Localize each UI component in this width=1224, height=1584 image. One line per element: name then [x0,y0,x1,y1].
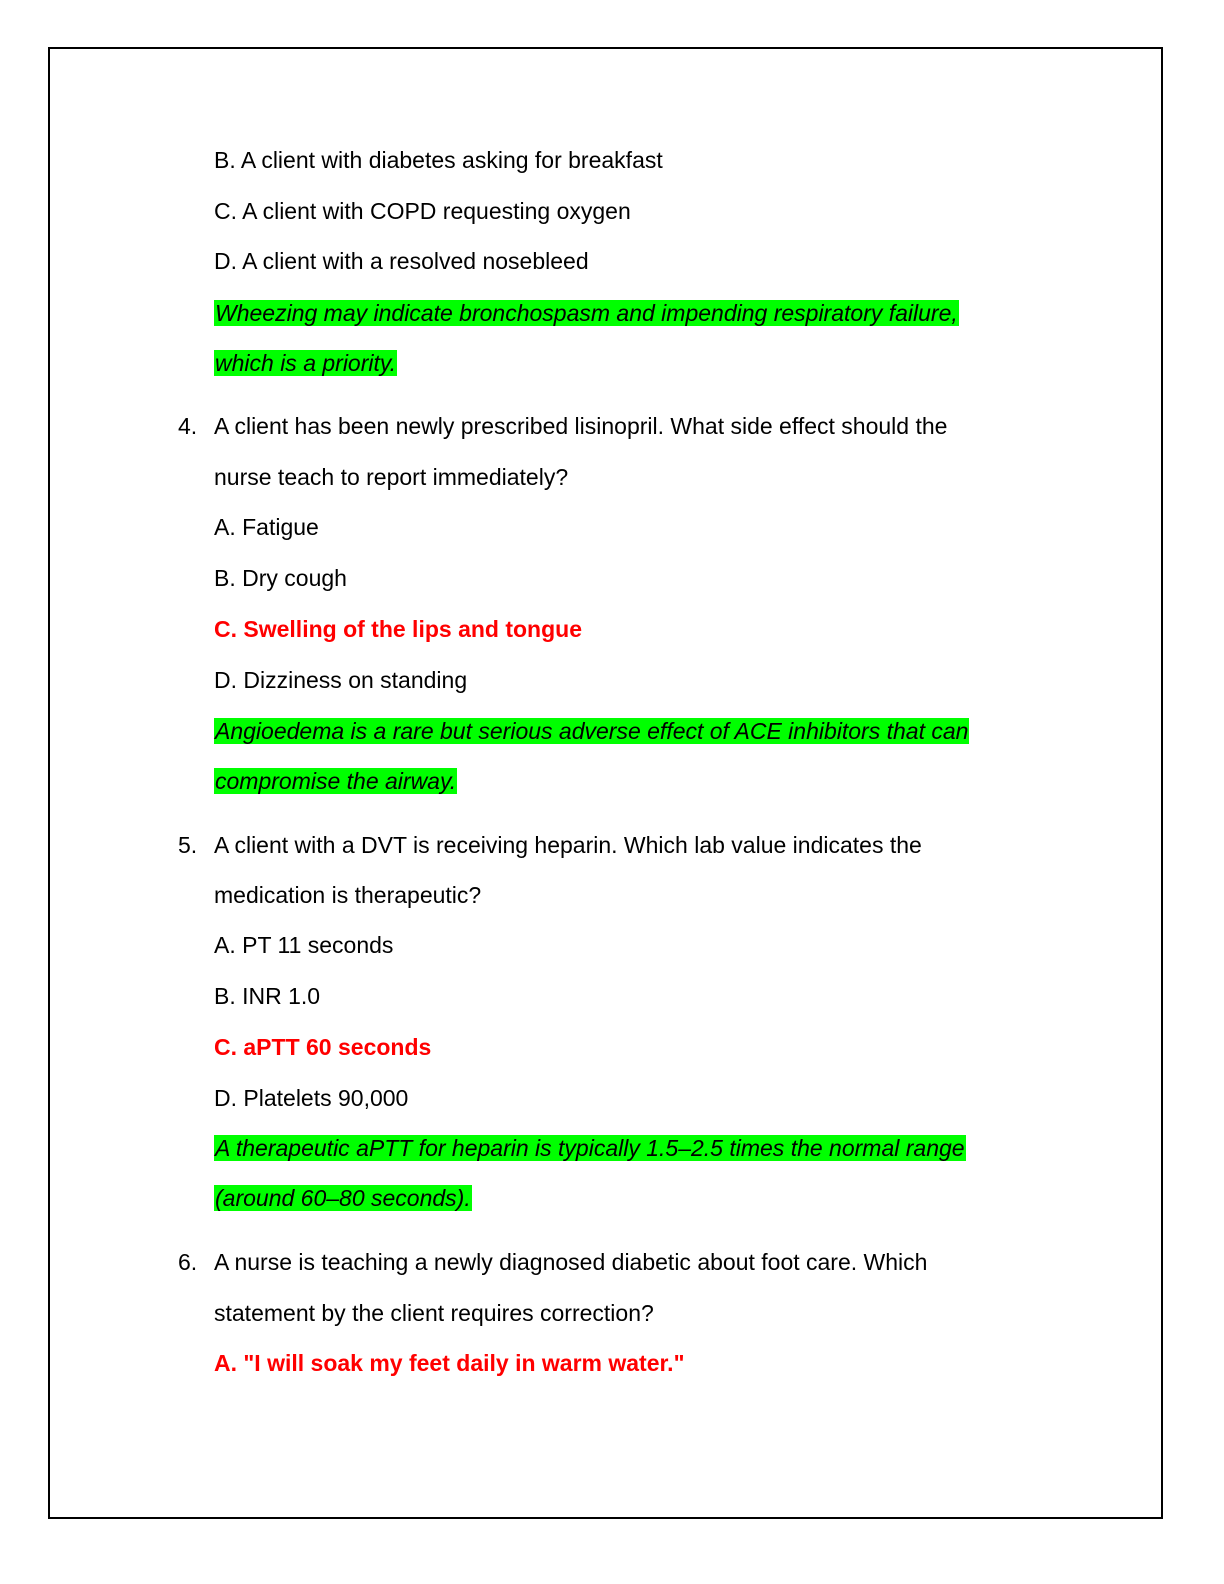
question-stem: medication is therapeutic? [214,882,482,908]
option-b: B. INR 1.0 [214,983,321,1009]
correct-answer: C. aPTT 60 seconds [214,1034,432,1060]
question-stem: A client has been newly prescribed lisinopril. What side effect should the [214,413,948,439]
question-number: 4. [178,413,198,439]
option-d: D. Dizziness on standing [214,667,468,693]
rationale-line [214,716,969,746]
rationale-line [214,298,959,328]
option-d: D. Platelets 90,000 [214,1085,409,1111]
correct-answer: A. "I will soak my feet daily in warm water." [214,1350,685,1376]
option-a: A. PT 11 seconds [214,932,394,958]
rationale-text: which is a priority. [215,350,397,376]
option-c: C. A client with COPD requesting oxygen [214,198,631,224]
rationale-line [214,348,397,378]
question-stem: A client with a DVT is receiving heparin. Which lab value indicates the [214,832,922,858]
rationale-text: Angioedema is a rare but serious adverse effect of ACE inhibitors that can [215,718,969,744]
question-stem: nurse teach to report immediately? [214,464,569,490]
rationale-text: Wheezing may indicate bronchospasm and impending respiratory failure, [215,300,958,326]
option-d: D. A client with a resolved nosebleed [214,248,589,274]
question-stem: statement by the client requires correction? [214,1300,654,1326]
rationale-line [214,1183,472,1213]
option-a: A. Fatigue [214,514,319,540]
question-stem: A nurse is teaching a newly diagnosed diabetic about foot care. Which [214,1249,928,1275]
rationale-text: A therapeutic aPTT for heparin is typically 1.5–2.5 times the normal range [215,1135,965,1161]
option-b: B. Dry cough [214,565,347,591]
rationale-text: compromise the airway. [215,768,457,794]
rationale-text: (around 60–80 seconds). [215,1185,471,1211]
correct-answer: C. Swelling of the lips and tongue [214,616,582,642]
question-number: 5. [178,832,198,858]
rationale-line [214,1133,966,1163]
option-b: B. A client with diabetes asking for breakfast [214,147,663,173]
rationale-line [214,766,457,796]
question-number: 6. [178,1249,198,1275]
